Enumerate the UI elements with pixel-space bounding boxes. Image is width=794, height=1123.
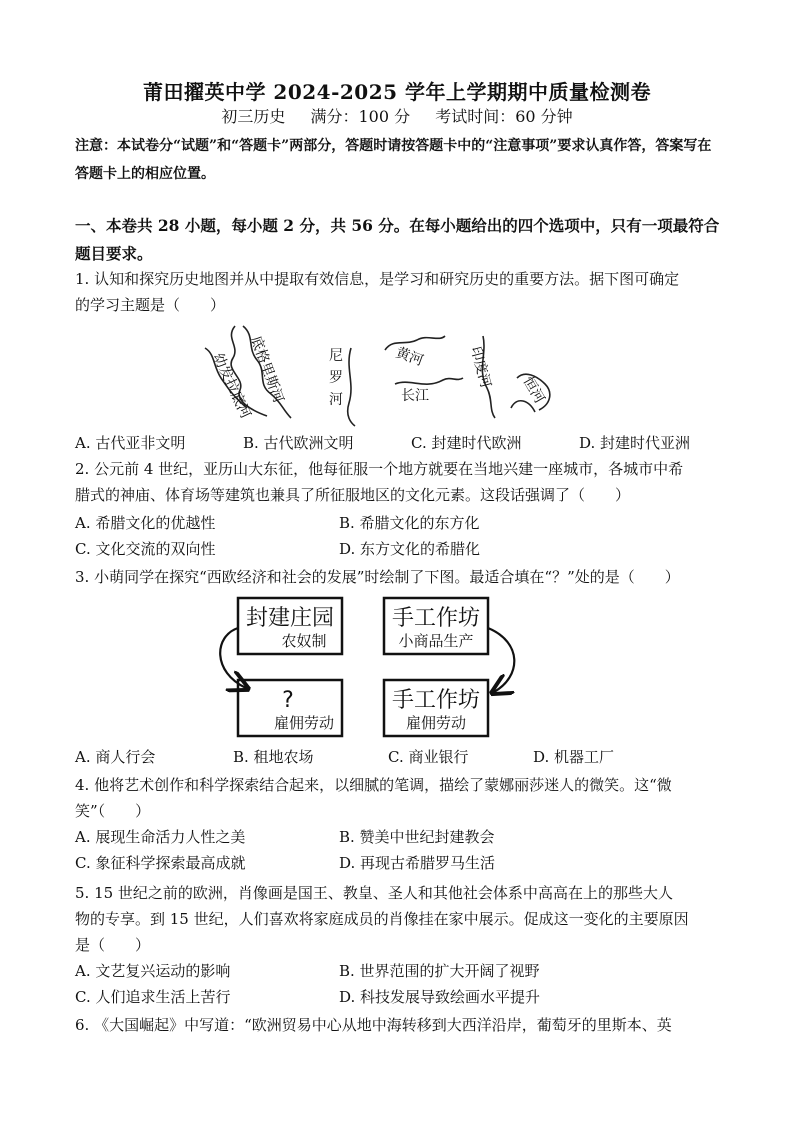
subject-label: 初三历史 xyxy=(221,107,286,126)
map-label-nile-1: 尼 xyxy=(329,348,343,364)
map-label-euphrates: 幼发拉底河 xyxy=(209,350,254,422)
box2-title: 手工作坊 xyxy=(391,606,481,631)
q2-option-b: B. 希腊文化的东方化 xyxy=(339,514,480,532)
map-label-tigris: 底格里斯河 xyxy=(247,333,287,406)
q3-option-b: B. 租地农场 xyxy=(233,748,314,766)
q2-option-a: A. 希腊文化的优越性 xyxy=(75,514,216,532)
river-map-figure xyxy=(195,318,615,428)
map-label-indus: 印度河 xyxy=(467,344,494,390)
time-label: 考试时间：60 分钟 xyxy=(435,107,573,126)
box1-sub: 农奴制 xyxy=(281,632,327,650)
box1-title: 封建庄园 xyxy=(245,606,335,631)
q2-stem-line2: 腊式的神庙、体育场等建筑也兼具了所征服地区的文化元素。这段话强调了（ ） xyxy=(75,486,631,504)
q5-option-b: B. 世界范围的扩大开阔了视野 xyxy=(339,962,540,980)
q3-stem: 3. 小萌同学在探究“西欧经济和社会的发展”时绘制了下图。最适合填在“？”处的是（ ） xyxy=(75,568,680,586)
box3-sub: 雇佣劳动 xyxy=(273,714,335,732)
q4-option-d: D. 再现古希腊罗马生活 xyxy=(339,854,496,872)
q6-stem-line1: 6. 《大国崛起》中写道：“欧洲贸易中心从地中海转移到大西洋沿岸，葡萄牙的里斯本、英 xyxy=(75,1016,672,1034)
q2-option-d: D. 东方文化的希腊化 xyxy=(339,540,481,558)
map-label-yangtze: 长江 xyxy=(401,388,429,404)
exam-title: 莆田擢英中学 2024-2025 学年上学期期中质量检测卷 xyxy=(142,80,652,104)
map-label-nile-3: 河 xyxy=(329,392,343,408)
q4-stem-line2: 笑”（ ） xyxy=(75,802,151,820)
exam-notice: 注意：本试卷分“试题”和“答题卡”两部分，答题时请按答题卡中的“注意事项”要求认真作答，答案写在答题卡上的相应位置。 xyxy=(75,138,712,182)
q1-option-d: D. 封建时代亚洲 xyxy=(579,434,691,452)
q1-stem-line1: 1. 认知和探究历史地图并从中提取有效信息，是学习和研究历史的重要方法。据下图可确定 xyxy=(75,270,680,288)
q2-option-c: C. 文化交流的双向性 xyxy=(75,540,216,558)
q3-option-a: A. 商人行会 xyxy=(75,748,156,766)
q4-option-a: A. 展现生命活力人性之美 xyxy=(75,828,246,846)
q1-stem-line2: 的学习主题是（ ） xyxy=(75,296,226,314)
exam-subtitle xyxy=(0,104,794,127)
box4-sub: 雇佣劳动 xyxy=(405,714,467,732)
box2-sub: 小商品生产 xyxy=(398,632,474,650)
q5-option-c: C. 人们追求生活上苦行 xyxy=(75,988,231,1006)
score-label: 满分：100 分 xyxy=(310,107,411,126)
q5-stem-line1: 5. 15 世纪之前的欧洲，肖像画是国王、教皇、圣人和其他社会体系中高高在上的那些大人 xyxy=(75,884,673,902)
arrow-right xyxy=(488,628,514,692)
q4-option-c: C. 象征科学探索最高成就 xyxy=(75,854,246,872)
map-label-ganges: 恒河 xyxy=(519,374,548,407)
q5-option-d: D. 科技发展导致绘画水平提升 xyxy=(339,988,541,1006)
q2-stem-line1: 2. 公元前 4 世纪，亚历山大东征，他每征服一个地方就要在当地兴建一座城市，各城市中希 xyxy=(75,460,684,478)
q3-option-d: D. 机器工厂 xyxy=(533,748,615,766)
box4-title: 手工作坊 xyxy=(391,688,481,713)
q1-option-c: C. 封建时代欧洲 xyxy=(411,434,522,452)
q5-stem-line3: 是（ ） xyxy=(75,936,151,954)
economy-flow-diagram xyxy=(210,592,530,742)
section-heading: 一、本卷共 28 小题，每小题 2 分，共 56 分。在每小题给出的四个选项中，只有一项最符合题目要求。 xyxy=(75,216,720,263)
q4-stem-line1: 4. 他将艺术创作和科学探索结合起来，以细腻的笔调，描绘了蒙娜丽莎迷人的微笑。这“微 xyxy=(75,776,672,794)
q3-option-c: C. 商业银行 xyxy=(388,748,469,766)
q5-option-a: A. 文艺复兴运动的影响 xyxy=(75,962,231,980)
box3-title: ? xyxy=(282,688,294,713)
map-label-nile-2: 罗 xyxy=(329,370,343,386)
q1-option-b: B. 古代欧洲文明 xyxy=(243,434,354,452)
map-label-yellow-river: 黄河 xyxy=(393,344,426,370)
q1-option-a: A. 古代亚非文明 xyxy=(75,434,186,452)
q5-stem-line2: 物的专享。到 15 世纪，人们喜欢将家庭成员的肖像挂在家中展示。促成这一变化的主要原因 xyxy=(75,910,689,928)
q4-option-b: B. 赞美中世纪封建教会 xyxy=(339,828,495,846)
